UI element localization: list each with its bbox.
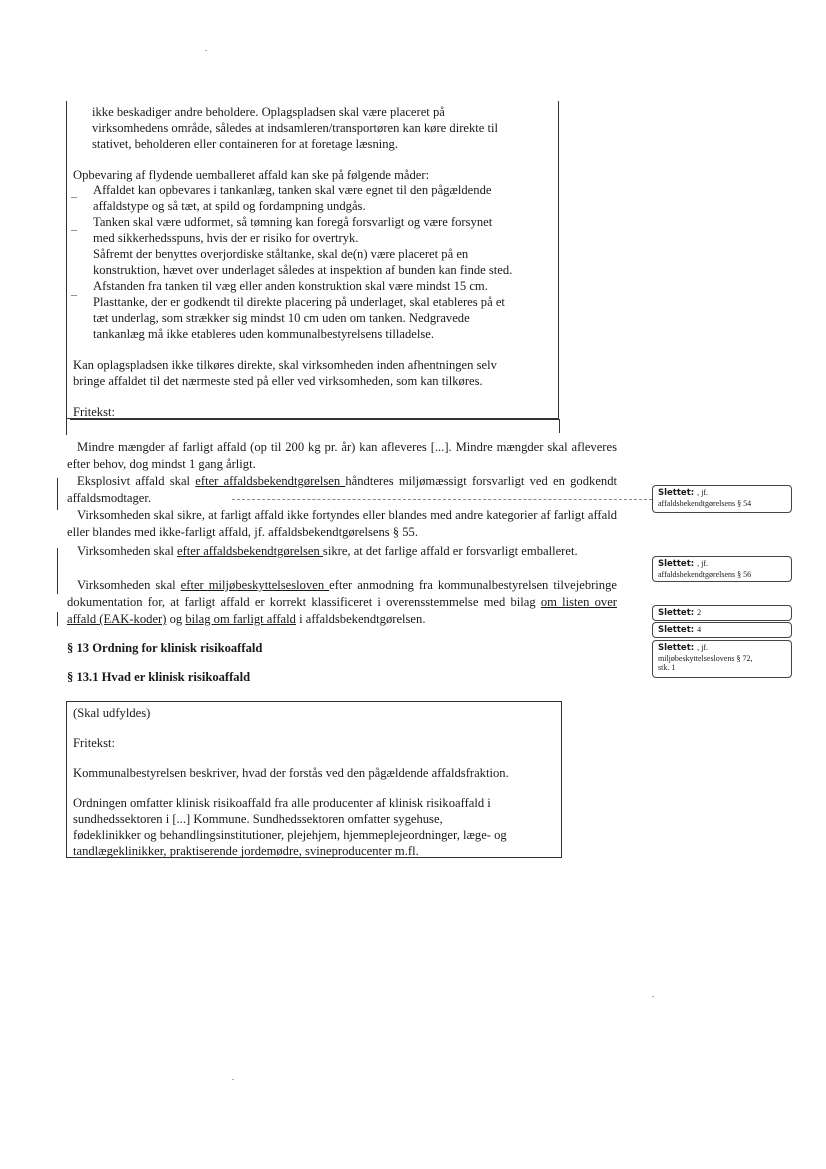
paragraph-no-dilution: Virksomheden skal sikre, at farligt affald ikke fortyndes eller blandes med andre kategorier af farligt affald eller blandes med ikke-farligt affald, jf. affaldsbekendtgørelsens § 55.	[67, 508, 617, 539]
change-bar	[57, 478, 58, 510]
box-line: sundhedssektoren i [...] Kommune. Sundhedssektoren omfatter sygehuse,	[73, 812, 443, 826]
box-line: konstruktion, hævet over underlaget således at inspektion af bunden kan finde sted.	[93, 263, 513, 277]
box-line: Affaldet kan opbevares i tankanlæg, tanken skal være egnet til den pågældende	[93, 183, 492, 197]
paragraph-packaging: Virksomheden skal efter affaldsbekendtgørelsen sikre, at det farlige affald er forsvarligt emballeret.	[77, 544, 578, 558]
box-line: Opbevaring af flydende uemballeret affald kan ske på følgende måder:	[73, 168, 430, 182]
comment-leader	[232, 499, 652, 500]
paragraph-documentation: Virksomheden skal efter miljøbeskyttelsesloven efter anmodning fra kommunalbestyrelsen tilvejebringe dokumentation for, at farligt affald er korrekt klassificeret i overensstemmelse med bilag om listen over affald (EAK-koder) og bilag om farligt affald i affaldsbekendtgørelsen.	[67, 578, 617, 626]
paragraph-small-quantities: Mindre mængder af farligt affald (op til 200 kg pr. år) kan afleveres [...]. Mindre mængder skal afleveres efter behov, dog mindst 1 gang årligt.	[67, 440, 617, 471]
box-line: (Skal udfyldes)	[73, 706, 151, 720]
box-line: Plasttanke, der er godkendt til direkte placering på underlaget, skal etableres på et	[93, 295, 505, 309]
box-line: affaldstype og så tæt, at spild og fordampning undgås.	[93, 199, 366, 213]
deletion-balloon[interactable]: Slettet: 4	[652, 622, 792, 638]
box-line: Ordningen omfatter klinisk risikoaffald fra alle producenter af klinisk risikoaffald i	[73, 796, 491, 810]
deletion-balloon[interactable]: Slettet: , jf. affaldsbekendtgørelsens § 54	[652, 485, 792, 513]
box-line: stativet, beholderen eller containeren for at foretage læsning.	[92, 137, 398, 151]
box-line: Kan oplagspladsen ikke tilkøres direkte, skal virksomheden inden afhentningen selv	[73, 358, 497, 372]
box-line: bringe affaldet til det nærmeste sted på eller ved virksomheden, som kan tilkøres.	[73, 374, 483, 388]
box-line: ikke beskadiger andre beholdere. Oplagspladsen skal være placeret på	[92, 105, 445, 119]
box-line: med sikkerhedsspuns, hvis der er risiko for overtryk.	[93, 231, 359, 245]
change-bar	[57, 612, 58, 626]
deletion-balloon[interactable]: Slettet: 2	[652, 605, 792, 621]
change-bar	[57, 548, 58, 594]
fritekst-label: Fritekst:	[73, 736, 115, 750]
box-line: Tanken skal være udformet, så tømning kan foregå forsvarligt og være forsynet	[93, 215, 493, 229]
box-line: Afstanden fra tanken til væg eller anden konstruktion skal være mindst 15 cm.	[93, 279, 488, 293]
section-heading: § 13 Ordning for klinisk risikoaffald	[67, 641, 263, 655]
box-line: tandlægeklinikker, praktiserende jordemødre, svineproducenter m.fl.	[73, 844, 419, 858]
list-dash: –	[71, 222, 77, 236]
deletion-balloon[interactable]: Slettet: , jf. miljøbeskyttelseslovens § 72, stk. 1	[652, 640, 792, 678]
paragraph-explosive: Eksplosivt affald skal efter affaldsbekendtgørelsen håndteres miljømæssigt forsvarligt ved en godkendt affaldsmodtager.	[67, 474, 618, 505]
box-line: Kommunalbestyrelsen beskriver, hvad der forstås ved den pågældende affaldsfraktion.	[73, 766, 509, 780]
box-line: tankanlæg må ikke etableres uden kommunalbestyrelsens tilladelse.	[93, 327, 434, 341]
box-line: virksomhedens område, således at indsamleren/transportøren kan køre direkte til	[92, 121, 499, 135]
box-line: tæt underlag, som strækker sig mindst 10 cm uden om tanken. Nedgravede	[93, 311, 470, 325]
list-dash: –	[71, 287, 77, 301]
list-dash: –	[71, 189, 77, 203]
fritekst-label: Fritekst:	[73, 405, 115, 419]
subsection-heading: § 13.1 Hvad er klinisk risikoaffald	[67, 670, 251, 684]
deletion-balloon[interactable]: Slettet: , jf. affaldsbekendtgørelsens § 56	[652, 556, 792, 582]
box-line: Såfremt der benyttes overjordiske ståltanke, skal de(n) være placeret på en	[93, 247, 469, 261]
box-line: fødeklinikker og behandlingsinstitutioner, plejehjem, hjemmeplejeordninger, læge- og	[73, 828, 507, 842]
